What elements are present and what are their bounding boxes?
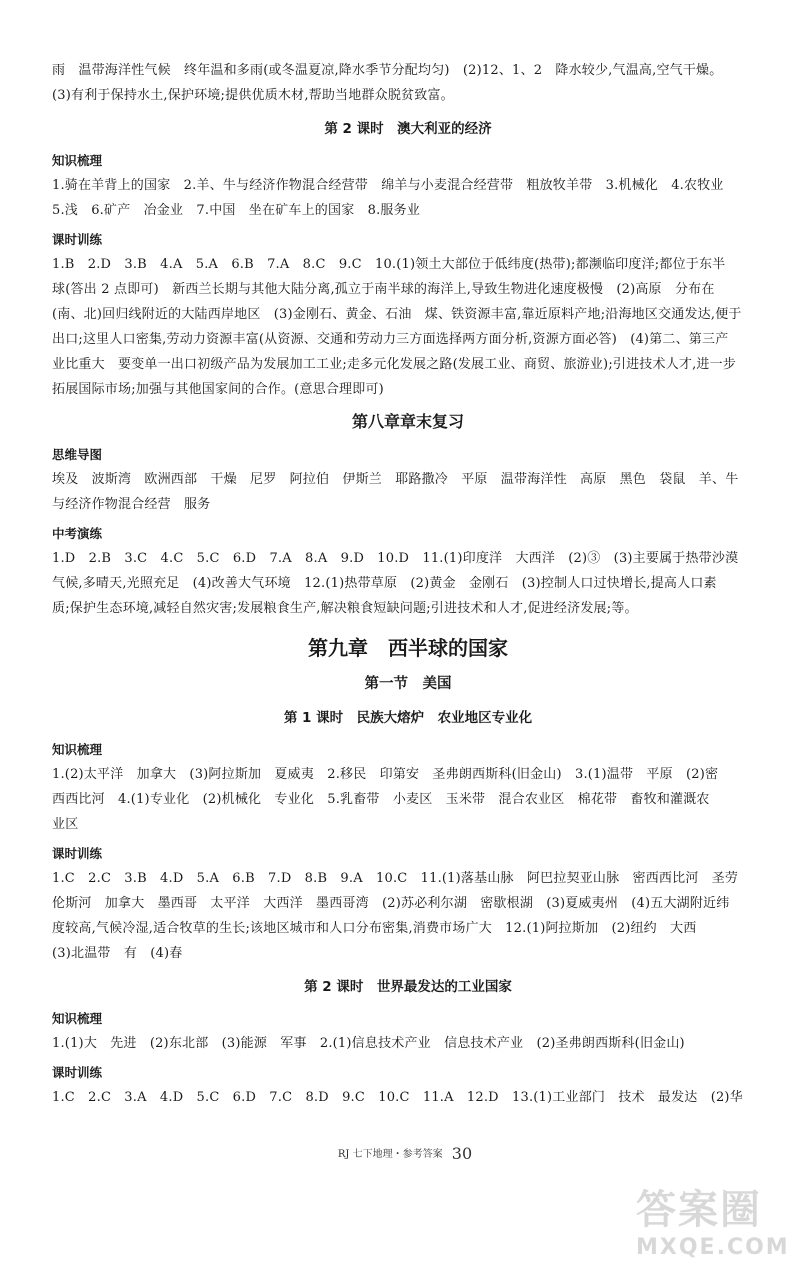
page-footer — [0, 1144, 810, 1163]
watermark-logo — [636, 1178, 796, 1270]
text-line: 1.C 2.C 3.A 4.D 5.C 6.D 7.C 8.D 9.C 10.C 11.A 12.D 13.(1)工业部门 技术 最发达 (2)华 — [52, 1090, 743, 1105]
text-line: 伦斯河 加拿大 墨西哥 太平洋 大西洋 墨西哥湾 (2)苏必利尔湖 密歇根湖 (3)夏威夷州 (4)五大湖附近纬 — [52, 896, 730, 911]
section-label: 知识梳理 — [52, 153, 103, 168]
section-label: 课时训练 — [52, 846, 103, 861]
text-line: 拓展国际市场;加强与其他国家间的合作。(意思合理即可) — [52, 382, 384, 397]
text-line: 埃及 波斯湾 欧洲西部 干燥 尼罗 阿拉伯 伊斯兰 耶路撒冷 平原 温带海洋性 高原 黑色 袋鼠 羊、牛 — [52, 472, 739, 487]
text-line: 5.浅 6.矿产 冶金业 7.中国 坐在矿车上的国家 8.服务业 — [52, 203, 421, 218]
top-block — [52, 58, 764, 108]
text-line: 雨 温带海洋性气候 终年温和多雨(或冬温夏凉,降水季节分配均匀) (2)12、1、2 降水较少,气温高,空气干燥。 — [52, 63, 723, 78]
section-label: 课时训练 — [52, 232, 103, 247]
text-line: 1.C 2.C 3.B 4.D 5.A 6.B 7.D 8.B 9.A 10.C 11.(1)落基山脉 阿巴拉契亚山脉 密西西比河 圣劳 — [52, 871, 739, 886]
text-line: 业比重大 要变单一出口初级产品为发展加工工业;走多元化发展之路(发展工业、商贸、旅游业);引进技术人才,进一步 — [52, 357, 737, 372]
text-line: (3)北温带 有 (4)春 — [52, 946, 183, 961]
text-line: 1.骑在羊背上的国家 2.羊、牛与经济作物混合经营带 绵羊与小麦混合经营带 粗放牧羊带 3.机械化 4.农牧业 — [52, 178, 724, 193]
section-label: 课时训练 — [52, 1065, 103, 1080]
text-line: 西西比河 4.(1)专业化 (2)机械化 专业化 5.乳畜带 小麦区 玉米带 混合农业区 棉花带 畜牧和灌溉农 — [52, 792, 710, 807]
text-line: 质;保护生态环境,减轻自然灾害;发展粮食生产,解决粮食短缺问题;引进技术和人才,促进经济发展;等。 — [52, 601, 638, 616]
text-line: 1.D 2.B 3.C 4.C 5.C 6.D 7.A 8.A 9.D 10.D 11.(1)印度洋 大西洋 (2)③ (3)主要属于热带沙漠 — [52, 551, 739, 566]
text-line: (3)有利于保持水土,保护环境;提供优质木材,帮助当地群众脱贫致富。 — [52, 88, 454, 103]
text-line: 度较高,气候冷湿,适合牧草的生长;该地区城市和人口分布密集,消费市场广大 12.(1)阿拉斯加 (2)纽约 大西 — [52, 921, 697, 936]
text-line: 1.(2)太平洋 加拿大 (3)阿拉斯加 夏威夷 2.移民 印第安 圣弗朗西斯科(旧金山) 3.(1)温带 平原 (2)密 — [52, 767, 719, 782]
text-line: (南、北)回归线附近的大陆西岸地区 (3)金刚石、黄金、石油 煤、铁资源丰富,靠近原料产地;沿海地区交通发达,便于 — [52, 307, 742, 322]
review-title: 第八章章末复习 — [351, 412, 464, 431]
watermark-logo-top: 答案圈 — [636, 1187, 762, 1233]
lesson-title: 第 2 课时 世界最发达的工业国家 — [304, 979, 512, 995]
text-line: 业区 — [52, 817, 79, 832]
section-label: 中考演练 — [52, 526, 103, 541]
chapter-title: 第九章 西半球的国家 — [308, 636, 508, 660]
section-label: 思维导图 — [52, 447, 103, 462]
lesson-title: 第 2 课时 澳大利亚的经济 — [324, 121, 492, 137]
text-line: 气候,多晴天,光照充足 (4)改善大气环境 12.(1)热带草原 (2)黄金 金刚石 (3)控制人口过快增长,提高人口素 — [52, 576, 717, 591]
watermark-logo-bottom: MXQE.COM — [636, 1235, 790, 1260]
answer-page — [52, 58, 764, 1110]
page-number: 30 — [451, 1144, 473, 1163]
section-title: 第一节 美国 — [364, 676, 452, 692]
text-line: 1.B 2.D 3.B 4.A 5.A 6.B 7.A 8.C 9.C 10.(1)领土大部位于低纬度(热带);都濒临印度洋;都位于东半 — [52, 257, 726, 272]
section-label: 知识梳理 — [52, 742, 103, 757]
lesson-title: 第 1 课时 民族大熔炉 农业地区专业化 — [283, 710, 533, 726]
footer-text: RJ 七下地理・参考答案 — [337, 1149, 443, 1160]
text-line: 出口;这里人口密集,劳动力资源丰富(从资源、交通和劳动力三方面选择两方面分析,资源方面必答) (4)第二、第三产 — [52, 332, 729, 347]
text-line: 球(答出 2 点即可) 新西兰长期与其他大陆分离,孤立于南半球的海洋上,导致生物进化速度极慢 (2)高原 分布在 — [52, 282, 715, 297]
text-line: 与经济作物混合经营 服务 — [52, 497, 211, 512]
section-label: 知识梳理 — [52, 1011, 103, 1026]
text-line: 1.(1)大 先进 (2)东北部 (3)能源 军事 2.(1)信息技术产业 信息技术产业 (2)圣弗朗西斯科(旧金山) — [52, 1036, 685, 1051]
